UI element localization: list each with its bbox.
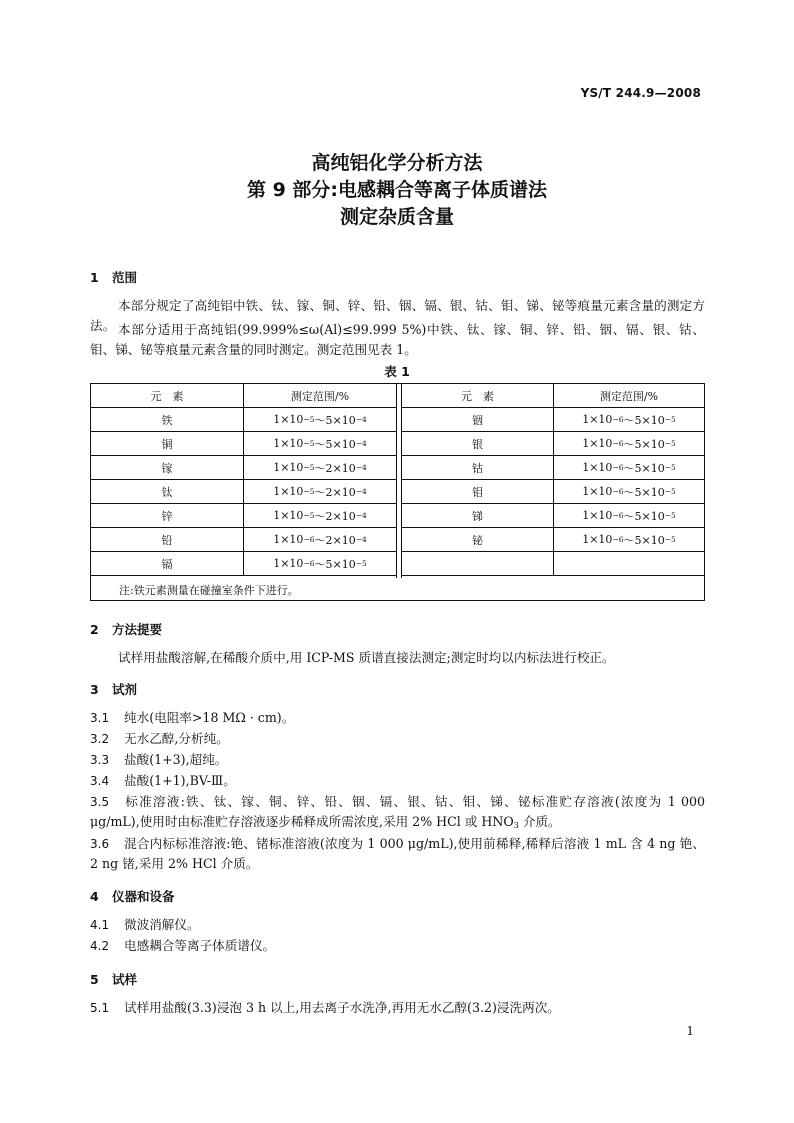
table-row (91, 432, 396, 456)
reagent-item (90, 729, 705, 749)
subscript: 3 (513, 821, 519, 830)
title-line-2: 第 9 部分:电感耦合等离子体质谱法 (246, 179, 548, 201)
header-element: 元 素 (402, 384, 554, 407)
table-row (402, 480, 704, 504)
range-cell: 1×10 −6 ～5×10 −5 (582, 413, 676, 427)
range-high: ～5×10 (314, 557, 356, 571)
range-high: ～2×10 (314, 461, 356, 475)
range-high: ～2×10 (314, 509, 356, 523)
range-cell: 1×10 −6 ～2×10 −4 (273, 533, 367, 547)
item-number: 4.1 (90, 918, 110, 932)
element-cell: 锌 (91, 504, 244, 527)
instrument-item (90, 915, 705, 935)
range-low: 1×10 (273, 437, 304, 450)
range-low: 1×10 (273, 461, 304, 474)
table-row (91, 528, 396, 552)
range-cell (554, 552, 704, 575)
item-text: 微波消解仪。 (124, 917, 200, 932)
range-cell: 1×10 −5 ～2×10 −4 (273, 509, 367, 523)
table-header-row (91, 384, 396, 408)
section-title: 仪器和设备 (112, 889, 175, 904)
section-number: 1 (90, 270, 99, 285)
section-number: 4 (90, 889, 99, 904)
section-title: 方法提要 (112, 622, 163, 637)
range-cell: 1×10 −6 ～5×10 −5 (582, 485, 676, 499)
range-high: ～2×10 (314, 533, 356, 547)
title-line-3: 测定杂质含量 (339, 206, 454, 228)
instrument-item (90, 936, 705, 956)
range-low: 1×10 (273, 485, 304, 498)
item-text: 混合内标标准溶液:铯、锗标准溶液(浓度为 1 000 μg/mL),使用前稀释,稀释后溶液 1 mL 含 4 ng 铯、2 ng 锗,采用 2% HCl 介质。 (90, 836, 705, 871)
section-number: 5 (90, 972, 99, 987)
section-5-heading (90, 970, 137, 988)
sample-item (90, 998, 705, 1018)
table-row (91, 408, 396, 432)
section-1-heading (90, 268, 137, 286)
range-cell: 1×10 −6 ～5×10 −5 (582, 437, 676, 451)
section-1-paragraph-2: 本部分适用于高纯铝(99.999%≤ω(Al)≤99.999 5%)中铁、钛、镓、铜、锌、铅、铟、镉、银、钴、钼、锑、铋等痕量元素含量的同时测定。测定范围见表 1。 (90, 322, 705, 357)
range-high: ～5×10 (623, 461, 665, 475)
section-1-paragraph-1: 本部分规定了高纯铝中铁、钛、镓、铜、锌、铅、铟、镉、银、钴、钼、锑、铋等痕量元素含量的测定方法。 (90, 298, 705, 333)
range-low: 1×10 (582, 437, 613, 450)
range-high: ～5×10 (314, 437, 356, 451)
range-low: 1×10 (582, 485, 613, 498)
reagent-item-standard-solution (90, 792, 705, 832)
reagent-item-internal-standard (90, 834, 705, 874)
element-cell: 锑 (402, 504, 554, 527)
table-row (402, 408, 704, 432)
header-range: 测定范围/% (599, 389, 659, 403)
item-number: 3.2 (90, 732, 110, 746)
element-cell: 铋 (402, 528, 554, 551)
item-number: 5.1 (90, 1001, 110, 1015)
section-2-heading (90, 620, 162, 638)
element-cell: 铟 (402, 408, 554, 431)
table-row (402, 504, 704, 528)
table-row-empty (402, 552, 704, 576)
standard-code: YS/T 244.9—2008 (580, 86, 701, 100)
page-number: 1 (686, 1024, 694, 1038)
table-caption: 表 1 (384, 364, 410, 379)
section-title: 试样 (112, 972, 138, 987)
range-low: 1×10 (582, 461, 613, 474)
range-high: ～5×10 (623, 413, 665, 427)
item-number: 3.6 (90, 837, 110, 851)
range-low: 1×10 (582, 413, 613, 426)
element-cell: 铁 (91, 408, 244, 431)
header-range: 测定范围/% (290, 389, 350, 403)
range-low: 1×10 (582, 509, 613, 522)
range-high: ～2×10 (314, 485, 356, 499)
section-title: 试剂 (112, 682, 138, 697)
item-text: 电感耦合等离子体质谱仪。 (124, 938, 276, 953)
range-cell: 1×10 −6 ～5×10 −5 (582, 461, 676, 475)
range-table (90, 383, 705, 601)
item-number: 3.1 (90, 711, 110, 725)
section-title: 范围 (112, 270, 138, 285)
item-text: 标准溶液:铁、钛、镓、铜、锌、铅、铟、镉、银、钴、钼、锑、铋标准贮存溶液(浓度为 1 000 μg/mL),使用时由标准贮存溶液逐步稀释成所需浓度,采用 2% HCl 或 HNO (90, 794, 705, 829)
range-cell: 1×10 −5 ～5×10 −4 (273, 437, 367, 451)
table-row (402, 456, 704, 480)
range-low: 1×10 (273, 533, 304, 546)
element-cell: 钴 (402, 456, 554, 479)
element-cell: 铅 (91, 528, 244, 551)
element-cell: 钛 (91, 480, 244, 503)
item-text-end: 介质。 (518, 814, 561, 829)
item-text: 纯水(电阻率>18 MΩ · cm)。 (124, 710, 295, 725)
range-low: 1×10 (273, 509, 304, 522)
element-cell: 钼 (402, 480, 554, 503)
reagent-item (90, 771, 705, 791)
item-text: 盐酸(1+1),BV-Ⅲ。 (124, 773, 236, 788)
table-row (91, 456, 396, 480)
range-cell: 1×10 −5 ～2×10 −4 (273, 461, 367, 475)
section-number: 2 (90, 622, 99, 637)
range-low: 1×10 (273, 413, 304, 426)
table-header-row (402, 384, 704, 408)
section-3-heading (90, 680, 137, 698)
element-cell: 镉 (91, 552, 244, 575)
range-high: ～5×10 (623, 533, 665, 547)
section-4-heading (90, 887, 175, 905)
table-note: 注:铁元素测量在碰撞室条件下进行。 (119, 584, 299, 597)
header-element: 元 素 (91, 384, 244, 407)
table-row (402, 432, 704, 456)
range-cell: 1×10 −6 ～5×10 −5 (582, 509, 676, 523)
range-high: ～5×10 (623, 509, 665, 523)
item-number: 3.3 (90, 753, 110, 767)
range-low: 1×10 (582, 533, 613, 546)
section-2-paragraph: 试样用盐酸溶解,在稀酸介质中,用 ICP-MS 质谱直接法测定;测定时均以内标法进行校正。 (118, 650, 615, 665)
item-number: 3.4 (90, 774, 110, 788)
section-number: 3 (90, 682, 99, 697)
reagent-item (90, 708, 705, 728)
title-line-1: 高纯铝化学分析方法 (311, 152, 483, 174)
range-cell: 1×10 −6 ～5×10 −5 (582, 533, 676, 547)
range-cell: 1×10 −5 ～5×10 −4 (273, 413, 367, 427)
range-cell: 1×10 −6 ～5×10 −5 (273, 557, 367, 571)
item-text: 无水乙醇,分析纯。 (124, 731, 229, 746)
item-number: 4.2 (90, 939, 110, 953)
range-high: ～5×10 (314, 413, 356, 427)
table-right-half (401, 384, 704, 578)
element-cell: 镓 (91, 456, 244, 479)
item-number: 3.5 (90, 795, 110, 809)
table-row (91, 552, 396, 576)
table-row (402, 528, 704, 552)
table-left-half (91, 384, 397, 578)
element-cell (402, 552, 554, 575)
range-cell: 1×10 −5 ～2×10 −4 (273, 485, 367, 499)
table-row (91, 480, 396, 504)
item-text: 试样用盐酸(3.3)浸泡 3 h 以上,用去离子水洗净,再用无水乙醇(3.2)浸洗两次。 (124, 1000, 560, 1015)
range-high: ～5×10 (623, 485, 665, 499)
reagent-item (90, 750, 705, 770)
element-cell: 铜 (91, 432, 244, 455)
range-high: ～5×10 (623, 437, 665, 451)
item-text: 盐酸(1+3),超纯。 (124, 752, 228, 767)
element-cell: 银 (402, 432, 554, 455)
table-row (91, 504, 396, 528)
range-low: 1×10 (273, 557, 304, 570)
